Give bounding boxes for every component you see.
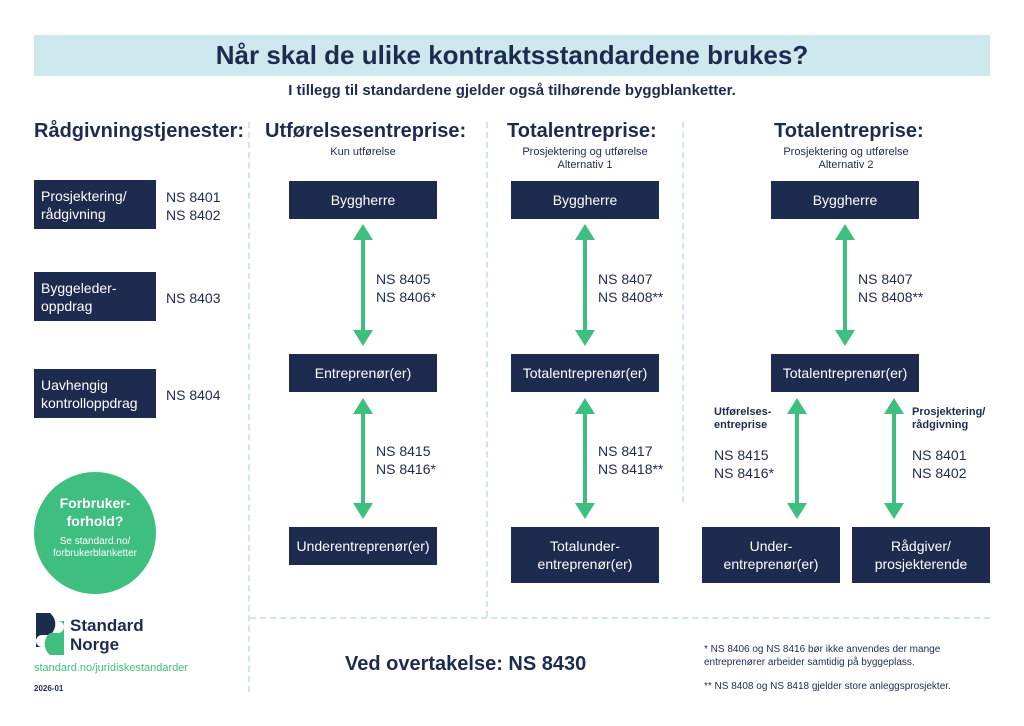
heading-radgivning: Rådgivningstjenester: xyxy=(34,120,245,142)
ns-code: NS 8416* xyxy=(376,461,436,477)
heading-totalentreprise-1: Totalentreprise: xyxy=(507,120,657,142)
sub-text: Prosjektering og utførelse xyxy=(522,146,648,158)
sub-text: Alternativ 1 xyxy=(557,159,613,171)
box-label: Uavhengig xyxy=(41,376,108,393)
ns-code: NS 8408** xyxy=(598,289,664,305)
box-label: Totalunder- xyxy=(549,538,621,554)
logo-text xyxy=(70,616,144,654)
double-arrow-icon xyxy=(575,224,595,346)
double-arrow-icon xyxy=(353,224,373,346)
ns-kontroll: NS 8404 xyxy=(166,387,221,403)
ns-code: NS 8417 xyxy=(598,443,653,459)
ns-code: NS 8402 xyxy=(166,207,221,223)
circle-text: forhold? xyxy=(66,513,124,529)
footnote-2: ** NS 8408 og NS 8418 gjelder store anleggsprosjekter. xyxy=(704,681,951,692)
page-subtitle: I tillegg til standardene gjelder også tilhørende byggblanketter. xyxy=(288,82,736,99)
page-title: Når skal de ulike kontraktsstandardene brukes? xyxy=(215,40,809,70)
circle-text: Forbruker- xyxy=(59,495,131,511)
heading-utforelse: Utførelsesentreprise: xyxy=(265,120,467,142)
ns-code: NS 8407 xyxy=(858,271,913,287)
label-text: Prosjektering/ xyxy=(912,406,986,418)
ns-code: NS 8401 xyxy=(912,447,967,463)
handover-standard: Ved overtakelse: NS 8430 xyxy=(345,653,587,675)
box-totalentreprenor-2: Totalentreprenør(er) xyxy=(771,354,919,392)
ns-code: NS 8405 xyxy=(376,271,431,287)
box-label: oppdrag xyxy=(41,297,93,314)
ns-code: NS 8407 xyxy=(598,271,653,287)
box-label: prosjekterende xyxy=(874,556,968,572)
logo-word: Norge xyxy=(70,635,120,654)
box-byggherre-3: Byggherre xyxy=(771,181,919,219)
ns-code: NS 8408** xyxy=(858,289,924,305)
label-text: rådgivning xyxy=(912,419,969,431)
footnote-1 xyxy=(704,643,940,669)
document-code: 2026-01 xyxy=(34,684,64,693)
sub-utforelse: Kun utførelse xyxy=(330,146,396,158)
double-arrow-icon xyxy=(575,398,595,519)
sub-text: Prosjektering og utførelse xyxy=(783,146,909,158)
double-arrow-icon xyxy=(884,398,904,519)
ns-code: NS 8418** xyxy=(598,461,664,477)
box-byggherre-2: Byggherre xyxy=(511,181,659,219)
box-label: Under- xyxy=(749,538,793,554)
box-label: Rådgiver/ xyxy=(891,538,951,554)
ns-code: NS 8416* xyxy=(714,465,774,481)
double-arrow-icon xyxy=(835,224,855,346)
double-arrow-icon xyxy=(787,398,807,519)
box-label: kontrolloppdrag xyxy=(41,394,138,411)
label-text: Utførelses- xyxy=(714,406,772,418)
logo-word: Standard xyxy=(70,616,144,635)
double-arrow-icon xyxy=(353,398,373,519)
circle-link-text: Se standard.no/ xyxy=(59,536,131,547)
box-label: entreprenør(er) xyxy=(537,556,633,572)
sub-text: Alternativ 2 xyxy=(818,159,874,171)
heading-totalentreprise-2: Totalentreprise: xyxy=(774,120,924,142)
box-label: entreprenør(er) xyxy=(723,556,819,572)
box-entreprenor: Entreprenør(er) xyxy=(289,354,437,392)
box-label: rådgivning xyxy=(41,205,106,222)
box-label: Byggeleder- xyxy=(41,279,117,296)
footer-url[interactable]: standard.no/juridiskestandarder xyxy=(34,662,189,674)
box-totalentreprenor-1: Totalentreprenør(er) xyxy=(511,354,659,392)
label-text: entreprise xyxy=(714,419,768,431)
box-label: Prosjektering/ xyxy=(41,187,127,204)
footnote-text: * NS 8406 og NS 8416 bør ikke anvendes der mange xyxy=(704,644,941,655)
footnote-text: entreprenører arbeider samtidig på byggeplass. xyxy=(704,657,915,668)
ns-code: NS 8415 xyxy=(376,443,431,459)
standard-norge-logo-icon xyxy=(34,611,66,657)
box-byggherre-1: Byggherre xyxy=(289,181,437,219)
ns-code: NS 8402 xyxy=(912,465,967,481)
ns-byggeleder: NS 8403 xyxy=(166,290,221,306)
ns-code: NS 8415 xyxy=(714,447,769,463)
ns-code: NS 8401 xyxy=(166,189,221,205)
ns-code: NS 8406* xyxy=(376,289,436,305)
box-underentreprenor: Underentreprenør(er) xyxy=(289,527,437,565)
circle-link-text: forbrukerblanketter xyxy=(53,548,137,559)
